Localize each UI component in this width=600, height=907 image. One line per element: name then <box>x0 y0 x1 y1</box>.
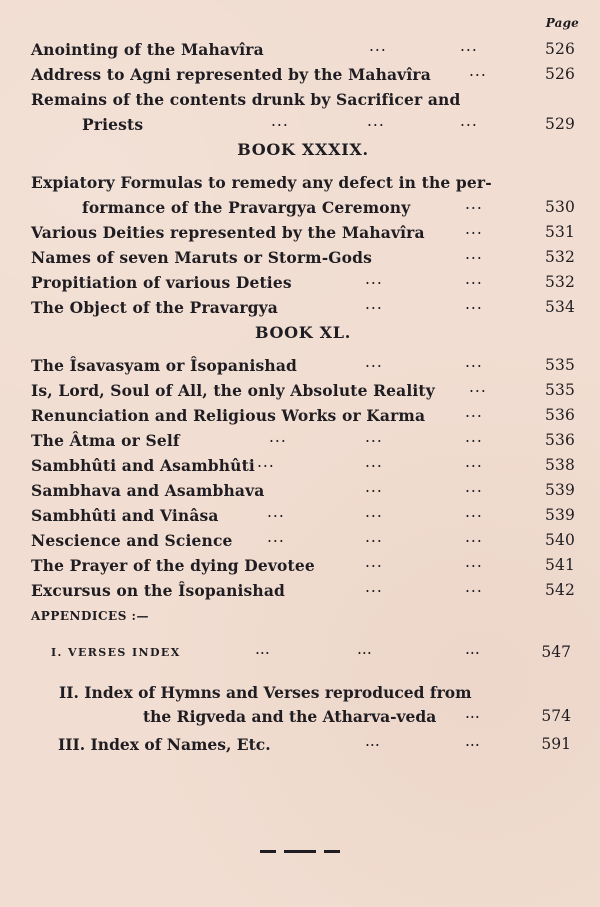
toc-entry-pravargya-ceremony <box>31 193 575 218</box>
appendix-verses-index <box>31 635 575 673</box>
entry-page-number: 531 <box>544 223 575 241</box>
entry-leader: ... <box>271 112 289 130</box>
entry-leader: ... <box>365 528 383 546</box>
toc-entry-sambhuti-asambhuti <box>31 451 575 476</box>
entry-title-continued: the Rigveda and the Atharva-veda <box>143 707 437 726</box>
entry-leader: ... <box>465 640 480 658</box>
entry-leader: ... <box>365 453 383 471</box>
entry-leader: ... <box>465 528 483 546</box>
toc-entry-atma <box>31 426 575 451</box>
entry-title: Renunciation and Religious Works or Karma <box>31 406 426 425</box>
entry-page-number: 535 <box>544 356 575 374</box>
entry-leader: ... <box>469 378 487 396</box>
toc-entry-prayer <box>31 551 575 576</box>
entry-title: Sambhava and Asambhava <box>31 481 265 500</box>
appendix-hymns-index <box>31 673 575 735</box>
entry-title: Propitiation of various Deties <box>31 273 292 292</box>
entry-leader: ... <box>365 732 380 750</box>
entry-page-number: 529 <box>544 115 575 133</box>
entry-page-number: 591 <box>541 735 571 753</box>
entry-page-number: 539 <box>544 481 575 499</box>
entry-leader: ... <box>465 578 483 596</box>
entry-leader: ... <box>460 37 478 55</box>
entry-page-number: 532 <box>544 248 575 266</box>
page-column-label: Page <box>545 16 579 30</box>
toc-entry-anointing <box>31 35 575 60</box>
entry-leader: ... <box>465 353 483 371</box>
entry-page-number: 536 <box>544 431 575 449</box>
entry-title: Sambhûti and Vinâsa <box>31 506 219 525</box>
entry-page-number: 540 <box>544 531 575 549</box>
entry-leader: ... <box>460 112 478 130</box>
entry-page-number: 534 <box>544 298 575 316</box>
entry-title: The Object of the Pravargya <box>31 298 278 317</box>
entry-leader: ... <box>365 295 383 313</box>
entry-leader: ... <box>365 503 383 521</box>
book-heading-39: BOOK XXXIX. <box>237 140 369 159</box>
entry-page-number: 535 <box>544 381 575 399</box>
entry-leader: ... <box>469 62 487 80</box>
entry-title: Remains of the contents drunk by Sacrificer and <box>31 90 461 109</box>
entry-title: Excursus on the Îsopanishad <box>31 581 286 600</box>
entry-title: formance of the Pravargya Ceremony <box>82 198 411 217</box>
entry-page-number: 526 <box>544 40 575 58</box>
entry-leader: ... <box>465 403 483 421</box>
entry-title: Expiatory Formulas to remedy any defect in the per- <box>31 173 492 192</box>
entry-title: II. Index of Hymns and Verses reproduced from <box>59 683 472 702</box>
toc-entry-expiatory <box>31 168 575 193</box>
toc-entry-sambhuti-vinasa <box>31 501 575 526</box>
entry-leader: ... <box>465 453 483 471</box>
entry-page-number: 526 <box>544 65 575 83</box>
entry-leader: ... <box>365 553 383 571</box>
entry-title: Various Deities represented by the Mahavîra <box>31 223 425 242</box>
entry-leader: ... <box>357 640 372 658</box>
entry-leader: ... <box>367 112 385 130</box>
entry-title: Sambhûti and Asambhûti <box>31 456 255 475</box>
entry-title: The Prayer of the dying Devotee <box>31 556 315 575</box>
entry-page-number: 536 <box>544 406 575 424</box>
toc-entry-object-pravargya <box>31 293 575 318</box>
book-heading-40: BOOK XL. <box>254 323 351 342</box>
entry-title: I. VERSES INDEX <box>51 646 181 659</box>
entry-leader: ... <box>365 270 383 288</box>
entry-leader: ... <box>369 37 387 55</box>
toc-entry-sambhava <box>31 476 575 501</box>
entry-leader: ... <box>267 528 285 546</box>
entry-leader: ... <box>365 353 383 371</box>
entry-leader: ... <box>255 640 270 658</box>
entry-leader: ... <box>465 220 483 238</box>
entry-page-number: 574 <box>541 707 571 725</box>
entry-leader: ... <box>465 245 483 263</box>
entry-title: Nescience and Science <box>31 531 233 550</box>
entry-page-number: 532 <box>544 273 575 291</box>
entry-page-number: 541 <box>544 556 575 574</box>
toc-entry-remains <box>31 85 575 110</box>
table-of-contents <box>31 35 575 763</box>
appendix-names-index <box>31 732 575 763</box>
entry-leader: ... <box>267 503 285 521</box>
entry-title: Is, Lord, Soul of All, the only Absolute Reality <box>31 381 435 400</box>
entry-title: Anointing of the Mahavîra <box>31 40 264 59</box>
entry-leader: ... <box>465 428 483 446</box>
entry-title: The Âtma or Self <box>31 431 180 450</box>
entry-leader: ... <box>465 195 483 213</box>
entry-title: Address to Agni represented by the Mahavîra <box>31 65 431 84</box>
entry-leader: ... <box>269 428 287 446</box>
toc-entry-maruts <box>31 243 575 268</box>
entry-leader: ... <box>257 453 275 471</box>
entry-page-number: 547 <box>541 643 571 661</box>
end-ornament <box>260 850 340 853</box>
entry-leader: ... <box>465 478 483 496</box>
toc-entry-is-lord <box>31 376 575 401</box>
entry-leader: ... <box>365 478 383 496</box>
toc-entry-renunciation <box>31 401 575 426</box>
entry-page-number: 542 <box>544 581 575 599</box>
entry-leader: ... <box>465 553 483 571</box>
entry-page-number: 538 <box>544 456 575 474</box>
appendices-heading: APPENDICES :— <box>31 609 149 623</box>
entry-page-number: 530 <box>544 198 575 216</box>
toc-entry-excursus <box>31 576 575 601</box>
entry-title: III. Index of Names, Etc. <box>58 735 271 754</box>
toc-entry-priests <box>31 110 575 135</box>
entry-leader: ... <box>365 428 383 446</box>
entry-leader: ... <box>465 295 483 313</box>
entry-title: Priests <box>82 115 144 134</box>
entry-leader: ... <box>465 704 480 722</box>
entry-title: The Îsavasyam or Îsopanishad <box>31 356 298 375</box>
entry-leader: ... <box>465 732 480 750</box>
toc-entry-isavasyam <box>31 351 575 376</box>
entry-leader: ... <box>465 270 483 288</box>
entry-leader: ... <box>465 503 483 521</box>
toc-entry-various-deities <box>31 218 575 243</box>
toc-entry-nescience <box>31 526 575 551</box>
entry-leader: ... <box>365 578 383 596</box>
entry-page-number: 539 <box>544 506 575 524</box>
toc-entry-propitiation <box>31 268 575 293</box>
toc-entry-address-to-agni <box>31 60 575 85</box>
entry-title: Names of seven Maruts or Storm-Gods <box>31 248 373 267</box>
